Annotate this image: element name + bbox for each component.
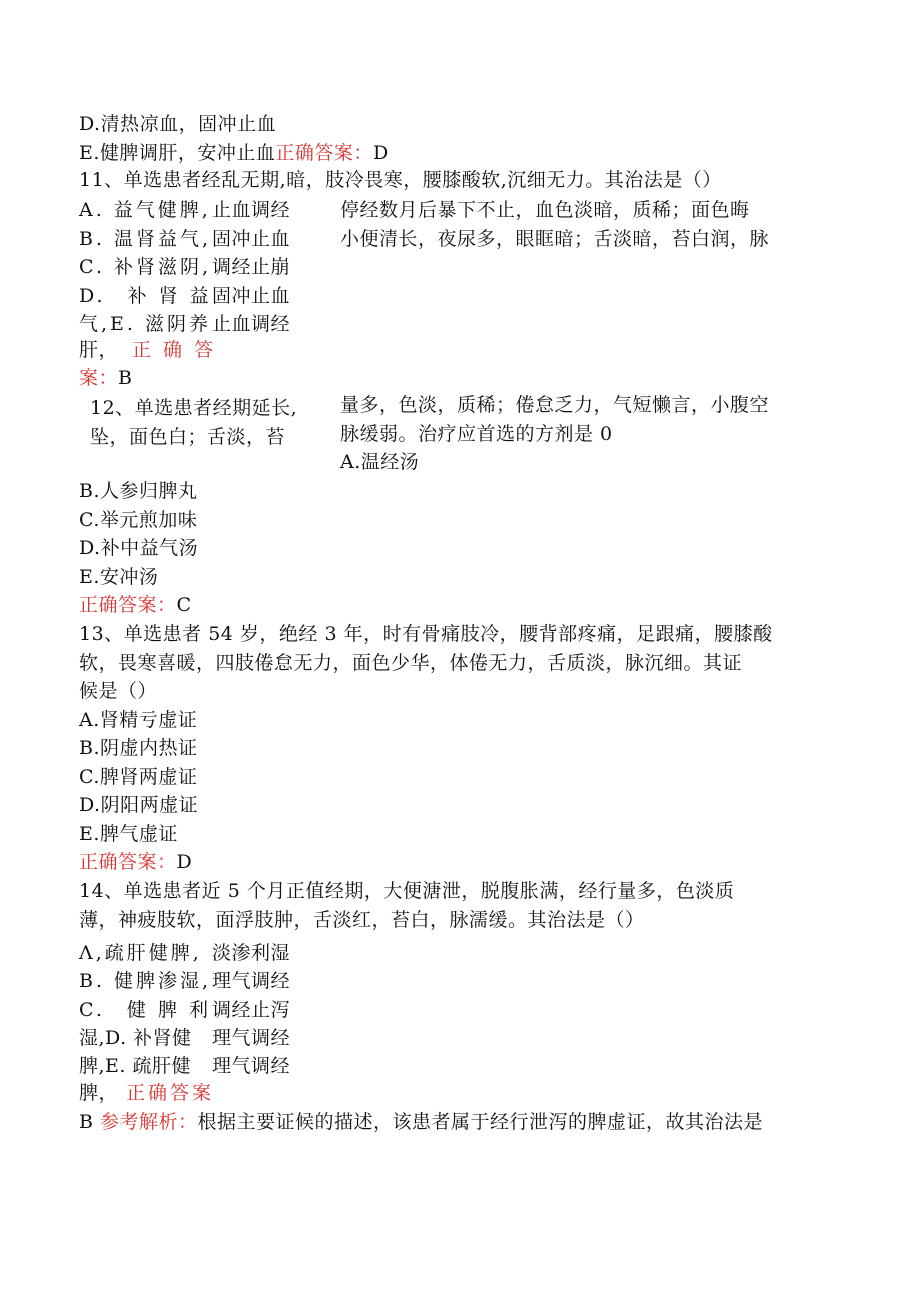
q14-explain-label: 参考解析： (100, 1111, 198, 1133)
q12-option-b: B.人参归脾丸 (79, 480, 198, 502)
q11-option-col-b-3: 调经止崩 (212, 256, 291, 278)
q14-option-col-b-1: 淡渗利湿 (212, 942, 291, 964)
q11-answer-row (79, 336, 216, 364)
q14-option-col-b-3: 调经止泻 (212, 999, 291, 1021)
q12-option-a: A.温经汤 (340, 451, 420, 473)
q12-answer-row (79, 591, 192, 619)
q14-option-col-a-4: 湿,D. 补肾健 (79, 1027, 192, 1049)
q13-answer-row (79, 848, 192, 876)
q11-answer-row-2 (79, 364, 132, 392)
q12-answer-value: C (176, 594, 192, 616)
q11-option-col-a-3: C. 补肾滋阴, (79, 256, 211, 278)
q14-option-col-b-2: 理气调经 (212, 970, 291, 992)
q11-option-col-b-5: 止血调经 (212, 313, 291, 335)
q11-option-col-b-2: 固冲止血 (212, 228, 291, 250)
q11-answer-label-1: 正 确 答 (132, 339, 217, 361)
q12-answer-label: 正确答案： (79, 594, 177, 616)
q13-answer-label: 正确答案： (79, 851, 177, 873)
q14-answer-row (79, 1079, 214, 1107)
q13-option-e: E.脾气虚证 (79, 823, 178, 845)
q12-stem-right-2: 脉缓弱。治疗应首选的方剂是 0 (340, 423, 613, 445)
q14-option-col-a-6: 脾， (79, 1082, 119, 1104)
q10-answer-label: 正确答案： (275, 142, 373, 164)
q13-stem-line-2: 软，畏寒喜暖，四肢倦怠无力，面色少华，体倦无力，舌质淡，脉沉细。其证 (79, 652, 743, 674)
q12-stem-right-1: 量多，色淡，质稀；倦怠乏力，气短懒言，小腹空 (340, 394, 770, 416)
q13-stem-line-3: 候是（） (79, 680, 158, 702)
q11-option-col-b-4: 固冲止血 (212, 285, 291, 307)
q14-option-col-a-2: B. 健脾渗湿, (79, 970, 212, 992)
q11-answer-label-2: 案： (79, 367, 119, 389)
q12-option-d: D.补中益气汤 (79, 537, 199, 559)
q14-answer-value: B (79, 1111, 94, 1133)
q11-option-col-a-6: 肝， (79, 339, 119, 361)
q11-option-col-b-1: 止血调经 (212, 199, 291, 221)
q10-answer-value: D (372, 142, 389, 164)
q13-option-d: D.阴阳两虚证 (79, 794, 199, 816)
q14-option-col-a-5: 脾,E. 疏肝健 (79, 1055, 191, 1077)
q14-stem-line-2: 薄，神疲肢软，面浮肢肿，舌淡红，苔白，脉濡缓。其治法是（） (79, 909, 645, 931)
q12-option-e: E.安冲汤 (79, 566, 159, 588)
q13-option-c: C.脾肾两虚证 (79, 766, 198, 788)
q14-answer-label: 正确答案 (126, 1082, 215, 1104)
q12-option-c: C.举元煎加味 (79, 509, 198, 531)
q11-stem-right-2: 小便清长，夜尿多，眼眶暗；舌淡暗，苔白润，脉 (340, 228, 770, 250)
q11-option-col-a-5: 气,E. 滋阴养 (79, 313, 211, 335)
q11-option-col-a-2: B. 温肾益气, (79, 228, 212, 250)
q10-option-e (79, 139, 389, 167)
q13-option-b: B.阴虚内热证 (79, 737, 198, 759)
q14-option-col-a-1: Λ,疏肝健脾, (79, 942, 202, 964)
q13-stem-line-1: 13、单选患者 54 岁，绝经 3 年，时有骨痛肢冷，腰背部疼痛，足跟痛，腰膝酸 (79, 623, 773, 645)
q11-option-col-a-4: D. 补 肾 益 (79, 285, 212, 307)
q14-explain-text: 根据主要证候的描述，该患者属于经行泄泻的脾虚证，故其治法是 (197, 1111, 764, 1133)
q12-stem-left-2: 坠，面色白；舌淡，苔 (90, 426, 286, 448)
q13-option-a: A.肾精亏虚证 (79, 709, 198, 731)
q11-stem-right-1: 停经数月后暴下不止，血色淡暗，质稀；面色晦 (340, 199, 750, 221)
q14-explain-row (79, 1108, 763, 1136)
q14-option-col-b-4: 理气调经 (212, 1027, 291, 1049)
q11-stem-line-1: 11、单选患者经乱无期,暗，肢冷畏寒，腰膝酸软,沉细无力。其治法是（） (79, 169, 722, 191)
q11-option-col-a-1: A. 益气健脾, (79, 199, 211, 221)
q10-option-e-text: E.健脾调肝，安冲止血 (79, 142, 276, 164)
q14-stem-line-1: 14、单选患者近 5 个月正值经期，大便溏泄，脱腹胀满，经行量多，色淡质 (79, 880, 735, 902)
q11-answer-value: B (118, 367, 133, 389)
q14-option-col-b-5: 理气调经 (212, 1055, 291, 1077)
q13-answer-value: D (176, 851, 193, 873)
q14-option-col-a-3: C. 健 脾 利 (79, 999, 211, 1021)
q10-option-d: D.清热凉血，固冲止血 (79, 113, 277, 135)
q12-stem-left-1: 12、单选患者经期延长, (90, 397, 298, 419)
